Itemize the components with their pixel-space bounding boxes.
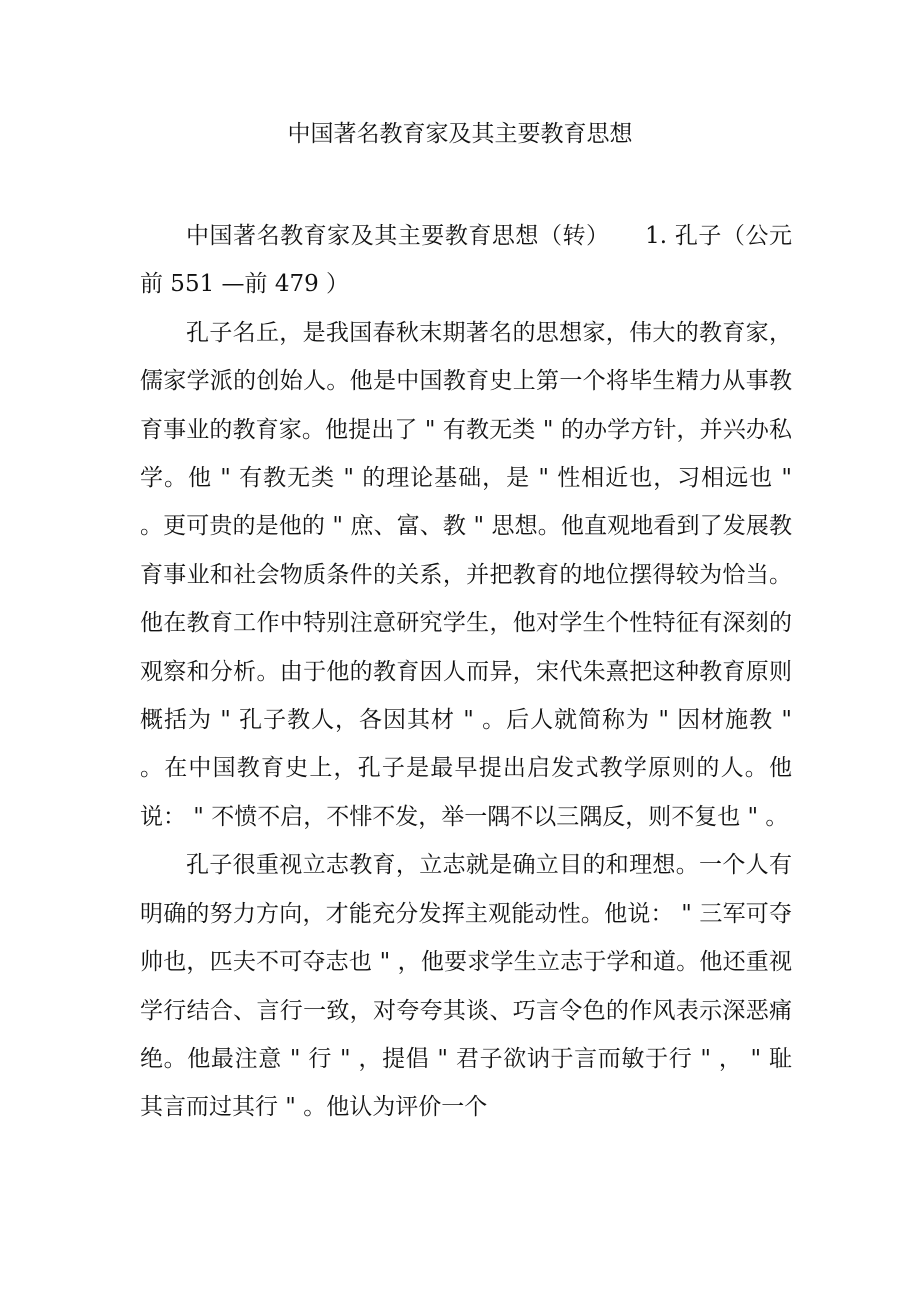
document-body [140,212,792,1132]
paragraph-intro: 中国著名教育家及其主要教育思想（转） 1. 孔子（公元前 551 —前 479 ） [140,223,792,298]
document-title: 中国著名教育家及其主要教育思想 [287,121,633,147]
paragraph-confucius-biography: 孔子名丘，是我国春秋末期著名的思想家，伟大的教育家，儒家学派的创始人。他是中国教育史上第一个将毕生精力从事教育事业的教育家。他提出了 " 有教无类 " 的办学方针，并兴办私学。他 " 有教无类 " 的理论基础，是 " 性相近也，习相远也 " 。更可贵的是他的 " 庶、富、教 " 思想。他直观地看到了发展教育事业和社会物质条件的关系，并把教育的地位摆得较为恰当。他在教育工作中特别注意研究学生，他对学生个性特征有深刻的观察和分析。由于他的教育因人而异，宋代朱熹把这种教育原则概括为 " 孔子教人，各因其材 " 。后人就简称为 " 因材施教 " 。在中国教育史上，孔子是最早提出启发式教学原则的人。他说： " 不愤不启，不悱不发，举一隅不以三隅反，则不复也 " 。 [140,319,792,830]
paragraph-confucius-aspiration: 孔子很重视立志教育，立志就是确立目的和理想。一个人有明确的努力方向，才能充分发挥主观能动性。他说： " 三军可夺帅也，匹夫不可夺志也 " ，他要求学生立志于学和道。他还重视学行结合、言行一致，对夸夸其谈、巧言令色的作风表示深恶痛绝。他最注意 " 行 " ，提倡 " 君子欲讷于言而敏于行 " ， " 耻其言而过其行 " 。他认为评价一个 [140,852,792,1121]
